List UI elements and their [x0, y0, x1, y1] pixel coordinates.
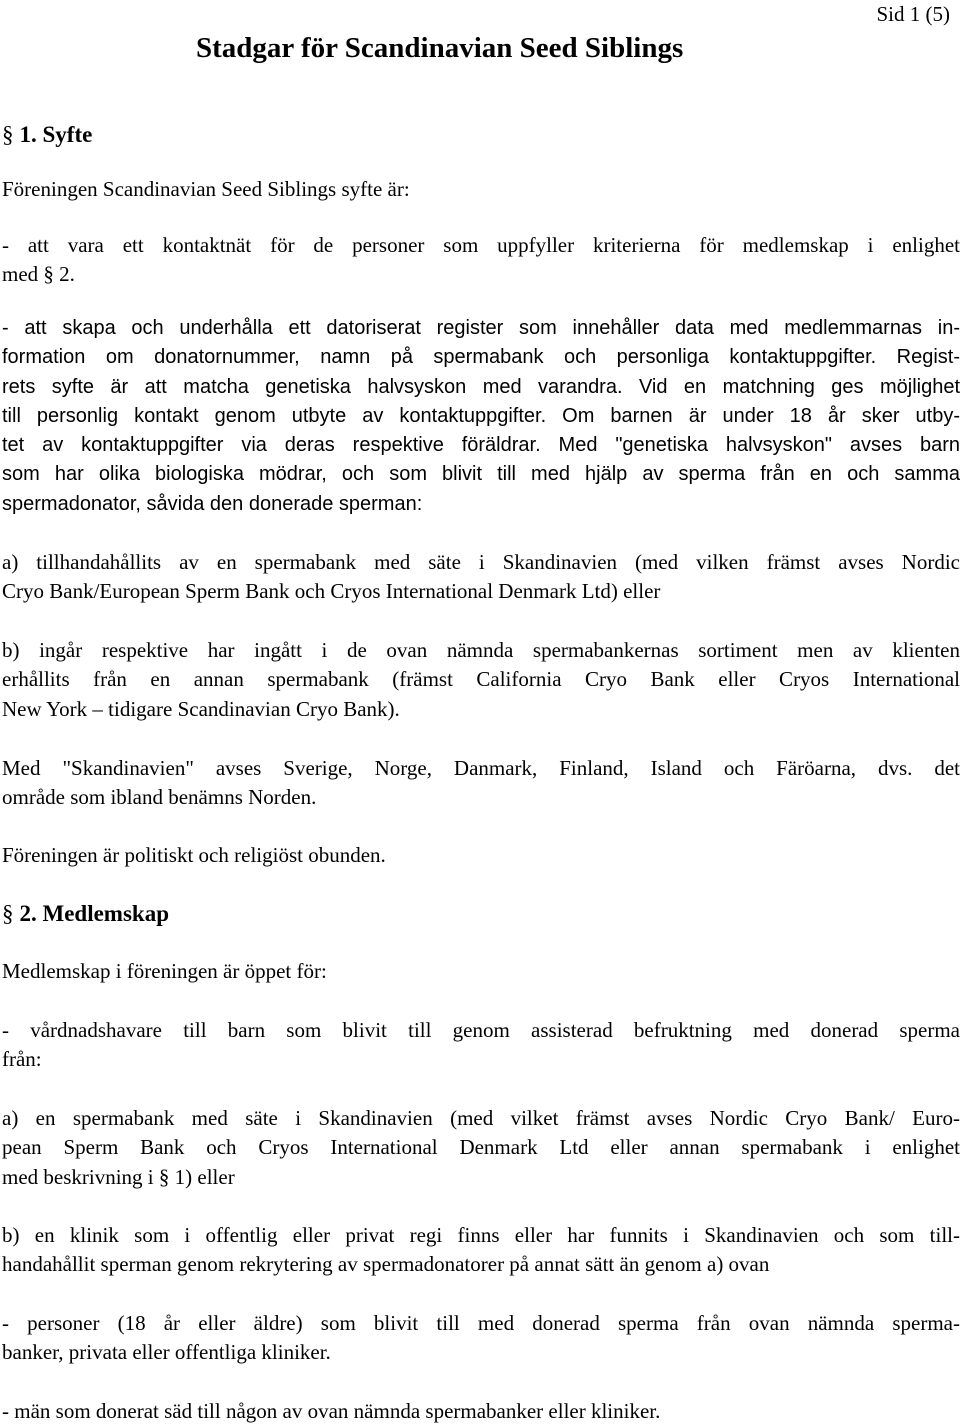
- section-heading-text: 2. Medlemskap: [19, 901, 169, 926]
- text-line: Föreningen Scandinavian Seed Siblings syfte är:: [2, 177, 410, 201]
- text-line: Medlemskap i föreningen är öppet för:: [2, 959, 327, 983]
- section-heading-medlemskap: [2, 900, 169, 928]
- text-line: till personlig kontakt genom utbyte av kontaktuppgifter. Om barnen är under 18 år sker utby-: [2, 404, 960, 427]
- text-line: formation om donatornummer, namn på spermabank och personliga kontaktuppgifter. Regist-: [2, 346, 960, 369]
- paragraph-man-som-donerat: [2, 1397, 960, 1426]
- text-line: a) tillhandahållits av en spermabank med säte i Skandinavien (med vilken främst avses Nordic: [2, 550, 960, 574]
- text-line: New York – tidigare Scandinavian Cryo Bank).: [2, 696, 400, 721]
- paragraph-medlemskap-item-b: [2, 1221, 960, 1280]
- text-line: banker, privata eller offentliga kliniker.: [2, 1340, 331, 1365]
- text-line: - vårdnadshavare till barn som blivit till genom assisterad befruktning med donerad sperma: [2, 1018, 960, 1042]
- text-line: som har olika biologiska mödrar, och som blivit till med hjälp av sperma från en och samma: [2, 463, 960, 486]
- text-line: från:: [2, 1047, 42, 1072]
- section-heading-text: 1. Syfte: [19, 122, 93, 147]
- paragraph-medlemskap-intro: [2, 957, 960, 986]
- text-line: a) en spermabank med säte i Skandinavien (med vilket främst avses Nordic Cryo Bank/ Euro-: [2, 1106, 960, 1130]
- text-line: pean Sperm Bank och Cryos International Denmark Ltd eller annan spermabank i enlighet: [2, 1135, 960, 1160]
- paragraph-vardnadshavare: [2, 1016, 960, 1075]
- text-line: spermadonator, såvida den donerade sperman:: [2, 492, 423, 515]
- paragraph-personer: [2, 1309, 960, 1368]
- text-line: Cryo Bank/European Sperm Bank och Cryos International Denmark Ltd) eller: [2, 579, 661, 604]
- text-line: b) ingår respektive har ingått i de ovan nämnda spermabankernas sortiment men av klienten: [2, 638, 960, 662]
- document-title: Stadgar för Scandinavian Seed Siblings: [196, 32, 684, 64]
- page-number: Sid 1 (5): [876, 2, 950, 26]
- section-heading-syfte: [2, 121, 92, 149]
- text-line: rets syfte är att matcha genetiska halvsyskon med varandra. Vid en matchning ges möjlighet: [2, 375, 960, 398]
- text-line: - att vara ett kontaktnät för de personer som uppfyller kriterierna för medlemskap i enlighet: [2, 233, 960, 257]
- paragraph-skandinavien: [2, 754, 960, 813]
- paragraph-item-b: [2, 636, 960, 724]
- text-line: b) en klinik som i offentlig eller privat regi finns eller har funnits i Skandinavien och som till-: [2, 1223, 960, 1247]
- text-line: med beskrivning i § 1) eller: [2, 1164, 235, 1189]
- paragraph-item-a: [2, 548, 960, 607]
- text-line: med § 2.: [2, 262, 75, 287]
- text-line: tet av kontaktuppgifter via deras respektive föräldrar. Med "genetiska halvsyskon" avses barn: [2, 434, 960, 457]
- text-line: handahållit sperman genom rekrytering av spermadonatorer på annat sätt än genom a) ovan: [2, 1252, 770, 1277]
- paragraph-syfte-intro: [2, 175, 960, 204]
- text-line: - att skapa och underhålla ett datoriserat register som innehåller data med medlemmarnas in-: [2, 317, 960, 339]
- paragraph-obunden: [2, 841, 960, 870]
- section-symbol: §: [2, 901, 14, 926]
- text-line: Föreningen är politiskt och religiöst obunden.: [2, 843, 386, 867]
- text-line: Med "Skandinavien" avses Sverige, Norge, Danmark, Finland, Island och Färöarna, dvs. det: [2, 756, 960, 780]
- paragraph-medlemskap-item-a: [2, 1104, 960, 1192]
- text-line: - personer (18 år eller äldre) som blivit till med donerad sperma från ovan nämnda sperma-: [2, 1311, 960, 1335]
- paragraph-kontaktnat: [2, 231, 960, 290]
- text-line: område som ibland benämns Norden.: [2, 785, 317, 810]
- text-line: erhållits från en annan spermabank (främst California Cryo Bank eller Cryos International: [2, 667, 960, 692]
- section-symbol: §: [2, 122, 14, 147]
- paragraph-register: [2, 314, 960, 519]
- text-line: - män som donerat säd till någon av ovan nämnda spermabanker eller kliniker.: [2, 1399, 661, 1423]
